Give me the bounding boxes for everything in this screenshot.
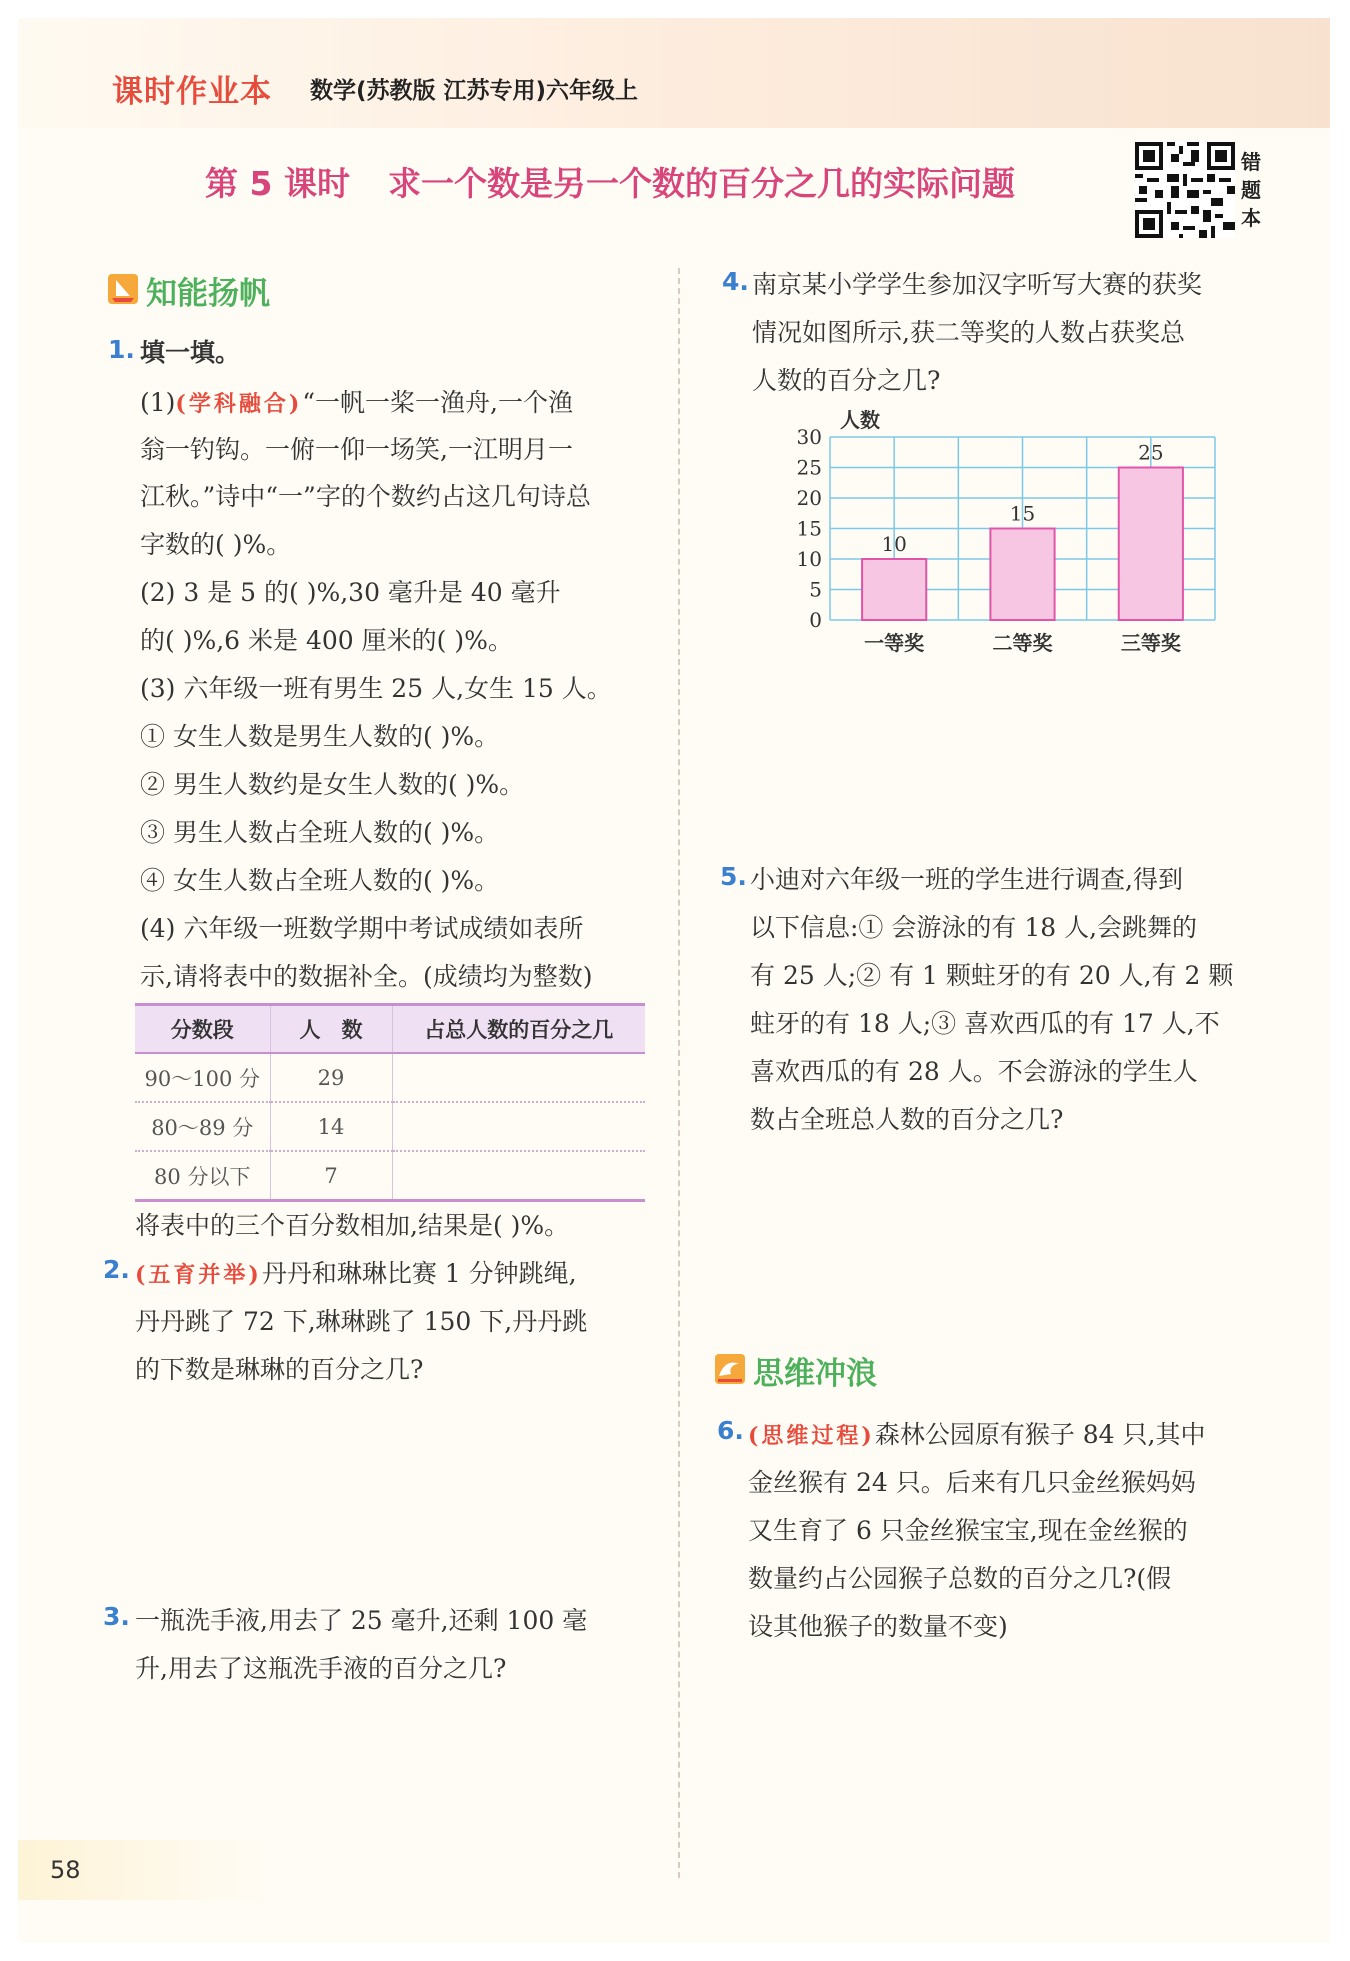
subject-tag: (学科融合): [175, 391, 303, 417]
x-tick-label: 二等奖: [992, 631, 1053, 655]
q5-line: 蛀牙的有 18 人;③ 喜欢西瓜的有 17 人,不: [750, 1009, 1220, 1038]
y-tick-label: 5: [809, 577, 822, 602]
table-answer-cell[interactable]: [392, 1151, 645, 1201]
q6-line: 金丝猴有 24 只。后来有几只金丝猴妈妈: [748, 1468, 1196, 1497]
q1-part1-line: 江秋。”诗中“一”字的个数约占这几句诗总: [140, 482, 591, 511]
q6-line: 设其他猴子的数量不变): [748, 1612, 1008, 1641]
qr-label: 错 题 本: [1241, 150, 1261, 230]
q5-line: 喜欢西瓜的有 28 人。不会游泳的学生人: [750, 1057, 1198, 1086]
qr-code-icon[interactable]: [1135, 142, 1235, 238]
question-number: 2.: [103, 1255, 130, 1284]
table-cell: 80～89 分: [135, 1102, 270, 1151]
header-book-title: 数学(苏教版 江苏专用)六年级上: [310, 78, 639, 104]
data-label: 15: [1009, 501, 1036, 526]
table-row: [135, 1102, 645, 1151]
table-header: 占总人数的百分之几: [392, 1005, 645, 1054]
question-number: 1.: [108, 335, 135, 364]
bar: [990, 529, 1054, 621]
table-cell: 29: [270, 1053, 392, 1102]
sail-icon: [108, 274, 138, 304]
q5-line: 以下信息:① 会游泳的有 18 人,会跳舞的: [750, 913, 1198, 942]
lesson-title: [205, 158, 1015, 205]
q1-part2-line: (2) 3 是 5 的( )%,30 毫升是 40 毫升: [140, 578, 561, 607]
lesson-number: 第 5 课时: [205, 164, 350, 203]
award-bar-chart: [780, 405, 1230, 665]
bar: [1119, 468, 1183, 621]
q1-part3-line: ① 女生人数是男生人数的( )%。: [140, 722, 500, 751]
y-tick-label: 10: [796, 547, 822, 571]
x-tick-label: 一等奖: [864, 631, 925, 655]
table-header: 人 数: [270, 1005, 392, 1054]
question-title: 填一填。: [140, 338, 241, 367]
q1-part3-line: ④ 女生人数占全班人数的( )%。: [140, 866, 500, 895]
q3-line: 升,用去了这瓶洗手液的百分之几?: [135, 1654, 507, 1683]
question-number: 4.: [722, 267, 749, 296]
x-tick-label: 三等奖: [1120, 631, 1181, 655]
q6-line: (思维过程)森林公园原有猴子 84 只,其中: [748, 1420, 1206, 1449]
q4-line: 人数的百分之几?: [752, 366, 941, 395]
q5-line: 数占全班总人数的百分之几?: [750, 1105, 1064, 1134]
y-tick-label: 30: [796, 425, 822, 449]
y-axis-label: 人数: [840, 408, 880, 432]
q1-after-table: 将表中的三个百分数相加,结果是( )%。: [135, 1211, 570, 1240]
subject-tag: (思维过程): [748, 1423, 875, 1449]
q3-line: 一瓶洗手液,用去了 25 毫升,还剩 100 毫: [135, 1606, 588, 1635]
table-row: [135, 1151, 645, 1201]
q1-part3-line: ② 男生人数约是女生人数的( )%。: [140, 770, 525, 799]
q5-line: 有 25 人;② 有 1 颗蛀牙的有 20 人,有 2 颗: [750, 961, 1234, 990]
section-heading-zhineng: 知能扬帆: [146, 276, 270, 312]
q4-line: 南京某小学学生参加汉字听写大赛的获奖: [752, 270, 1203, 299]
q1-part1-line: 翁一钓钩。一俯一仰一场笑,一江明月一: [140, 435, 573, 464]
table-cell: 90～100 分: [135, 1053, 270, 1102]
question-number: 5.: [720, 862, 747, 891]
question-number: 6.: [717, 1416, 744, 1445]
y-tick-label: 25: [796, 455, 822, 480]
q1-part1-line: 字数的( )%。: [140, 530, 292, 559]
section-heading-siwei: 思维冲浪: [753, 1356, 877, 1392]
column-divider: [678, 268, 680, 1878]
y-tick-label: 0: [809, 608, 822, 632]
q1-part3-line: ③ 男生人数占全班人数的( )%。: [140, 818, 500, 847]
bar: [862, 559, 926, 620]
y-tick-label: 15: [796, 516, 822, 541]
q2-line: 的下数是琳琳的百分之几?: [135, 1355, 424, 1384]
q1-part3-line: (3) 六年级一班有男生 25 人,女生 15 人。: [140, 674, 612, 703]
subject-tag: (五育并举): [135, 1262, 262, 1288]
q4-line: 情况如图所示,获二等奖的人数占获奖总: [752, 318, 1185, 347]
q2-line: 丹丹跳了 72 下,琳琳跳了 150 下,丹丹跳: [135, 1307, 588, 1336]
y-tick-label: 20: [796, 486, 822, 510]
table-row: [135, 1053, 645, 1102]
q1-part2-line: 的( )%,6 米是 400 厘米的( )%。: [140, 626, 513, 655]
table-answer-cell[interactable]: [392, 1053, 645, 1102]
score-table: [135, 1003, 645, 1202]
wave-icon: [715, 1354, 745, 1384]
question-number: 3.: [103, 1602, 130, 1631]
data-label: 25: [1138, 440, 1164, 465]
table-cell: 7: [270, 1151, 392, 1201]
q6-line: 又生育了 6 只金丝猴宝宝,现在金丝猴的: [748, 1516, 1188, 1545]
header-brand: 课时作业本: [112, 74, 272, 110]
q2-line: (五育并举)丹丹和琳琳比赛 1 分钟跳绳,: [135, 1259, 577, 1288]
page-number: 58: [50, 1856, 81, 1884]
table-cell: 80 分以下: [135, 1151, 270, 1201]
q5-line: 小迪对六年级一班的学生进行调查,得到: [750, 865, 1183, 894]
q1-part4-line: (4) 六年级一班数学期中考试成绩如表所: [140, 914, 584, 943]
q1-part4-line: 示,请将表中的数据补全。(成绩均为整数): [140, 962, 593, 991]
lesson-topic: 求一个数是另一个数的百分之几的实际问题: [387, 164, 1015, 203]
q1-part1-line: (1)(学科融合)“一帆一桨一渔舟,一个渔: [140, 388, 573, 417]
data-label: 10: [881, 532, 907, 556]
table-answer-cell[interactable]: [392, 1102, 645, 1151]
table-header: 分数段: [135, 1005, 270, 1054]
table-cell: 14: [270, 1102, 392, 1151]
q6-line: 数量约占公园猴子总数的百分之几?(假: [748, 1564, 1172, 1593]
